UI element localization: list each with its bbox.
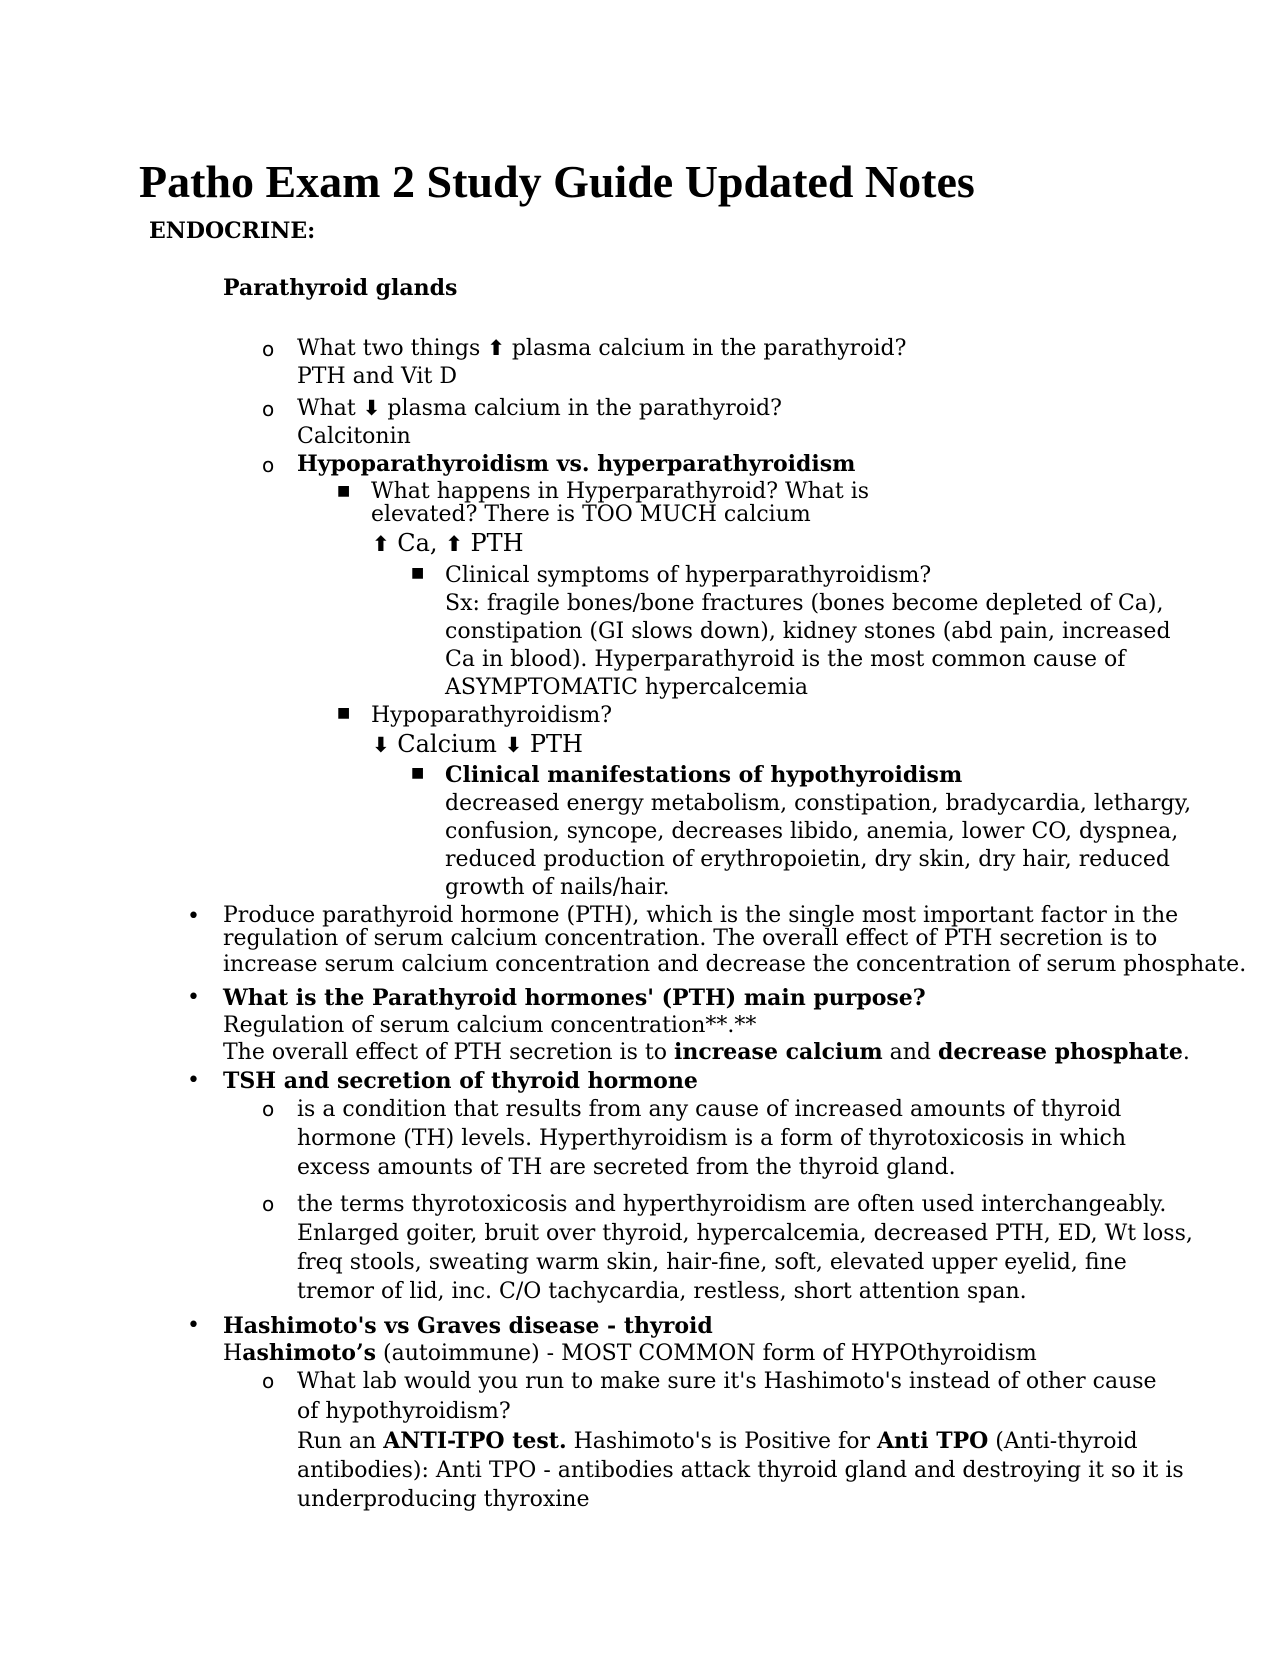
hashimoto-lab-answer: Run an ANTI-TPO test. Hashimoto's is Positive for Anti TPO (Anti-thyroid antibodies): Anti TPO - antibodies attack thyroid gland and destroying it so it is underproducing thyroxine [297, 1428, 1184, 1512]
document-title: Patho Exam 2 Study Guide Updated Notes [139, 156, 975, 207]
hashimoto-lab-question: What lab would you run to make sure it's Hashimoto's instead of other cause of hypothyroidism? [297, 1369, 1157, 1424]
hypo-question: Hypoparathyroidism? [371, 703, 613, 728]
hyper-symptoms-question: Clinical symptoms of hyperparathyroidism? [445, 563, 932, 588]
section-heading-endocrine: ENDOCRINE: [149, 218, 316, 244]
question-plasma-calcium-down: What ⬇ plasma calcium in the parathyroid? [297, 396, 782, 421]
tsh-thyrotoxicosis-definition: is a condition that results from any cause of increased amounts of thyroid hormone (TH) levels. Hyperthyroidism is a form of thyrotoxicosis in which excess amounts of TH are secreted from the thyroid gland. [297, 1097, 1126, 1180]
circle-bullet-icon: o [262, 453, 275, 477]
produce-pth-paragraph: Produce parathyroid hormone (PTH), which is the single most important factor in the regulation of serum calcium concentration. The overall effect of PTH secretion is to increase serum calcium concentration and decrease the concentration of serum phosphate. [223, 903, 1247, 977]
up-arrow-icon: ⬆ [487, 336, 505, 360]
answer-pth-vit-d: PTH and Vit D [297, 364, 458, 389]
hashimoto-description: Hashimoto’s (autoimmune) - MOST COMMON form of HYPOthyroidism [223, 1340, 1037, 1366]
up-arrow-icon: ⬆ [372, 532, 390, 556]
heading-hypo-vs-hyper: Hypoparathyroidism vs. hyperparathyroidism [297, 451, 856, 477]
bullet-icon: • [187, 1313, 200, 1338]
hyper-elevated-ca-pth: ⬆ Ca, ⬆ PTH [372, 529, 524, 557]
hypo-manifestations-list: decreased energy metabolism, constipation, bradycardia, lethargy, confusion, syncope, decreases libido, anemia, lower CO, dyspnea, reduced production of erythropoietin, dry skin, dry hair, reduced growth of nails/hair. [445, 791, 1192, 900]
subsection-heading-parathyroid: Parathyroid glands [223, 275, 458, 301]
question-plasma-calcium-up: What two things ⬆ plasma calcium in the parathyroid? [297, 336, 907, 361]
bullet-icon: • [187, 985, 200, 1010]
hyper-symptoms-answer: Sx: fragile bones/bone fractures (bones become depleted of Ca), constipation (GI slows down), kidney stones (abd pain, increased Ca in blood). Hyperparathyroid is the most common cause of ASYMPTOMATIC hypercalcemia [445, 591, 1171, 700]
down-arrow-icon: ⬇ [504, 733, 523, 757]
tsh-hyperthyroid-signs: the terms thyrotoxicosis and hyperthyroidism are often used interchangeably. Enlarged goiter, bruit over thyroid, hypercalcemia, decreased PTH, ED, Wt loss, freq stools, sweating warm skin, hair-fine, soft, elevated upper eyelid, fine tremor of lid, inc. C/O tachycardia, restless, short attention span. [297, 1192, 1193, 1304]
pth-overall-effect: The overall effect of PTH secretion is to increase calcium and decrease phosphate. [223, 1039, 1190, 1065]
down-arrow-icon: ⬇ [372, 733, 390, 757]
circle-bullet-icon: o [262, 1369, 275, 1393]
square-bullet-icon: ■ [411, 765, 425, 781]
tsh-heading: TSH and secretion of thyroid hormone [223, 1068, 698, 1094]
square-bullet-icon: ■ [337, 483, 351, 499]
circle-bullet-icon: o [262, 1192, 275, 1216]
down-arrow-icon: ⬇ [362, 396, 381, 420]
circle-bullet-icon: o [262, 1097, 275, 1121]
hypo-manifestations-heading: Clinical manifestations of hypothyroidism [445, 762, 963, 788]
hyper-question: What happens in Hyperparathyroid? What is elevated? There is TOO MUCH calcium [371, 479, 870, 527]
pth-purpose-answer: Regulation of serum calcium concentration**.** [223, 1013, 757, 1038]
answer-calcitonin: Calcitonin [297, 424, 411, 449]
circle-bullet-icon: o [262, 397, 275, 421]
circle-bullet-icon: o [262, 337, 275, 361]
pth-purpose-heading: What is the Parathyroid hormones' (PTH) main purpose? [223, 985, 926, 1011]
bullet-icon: • [187, 904, 200, 929]
hypo-decreased-calcium-pth: ⬇ Calcium ⬇ PTH [372, 730, 583, 758]
bullet-icon: • [187, 1068, 200, 1093]
up-arrow-icon: ⬆ [445, 532, 463, 556]
square-bullet-icon: ■ [337, 705, 351, 721]
square-bullet-icon: ■ [411, 565, 425, 581]
hashimoto-graves-heading: Hashimoto's vs Graves disease - thyroid [223, 1313, 713, 1339]
